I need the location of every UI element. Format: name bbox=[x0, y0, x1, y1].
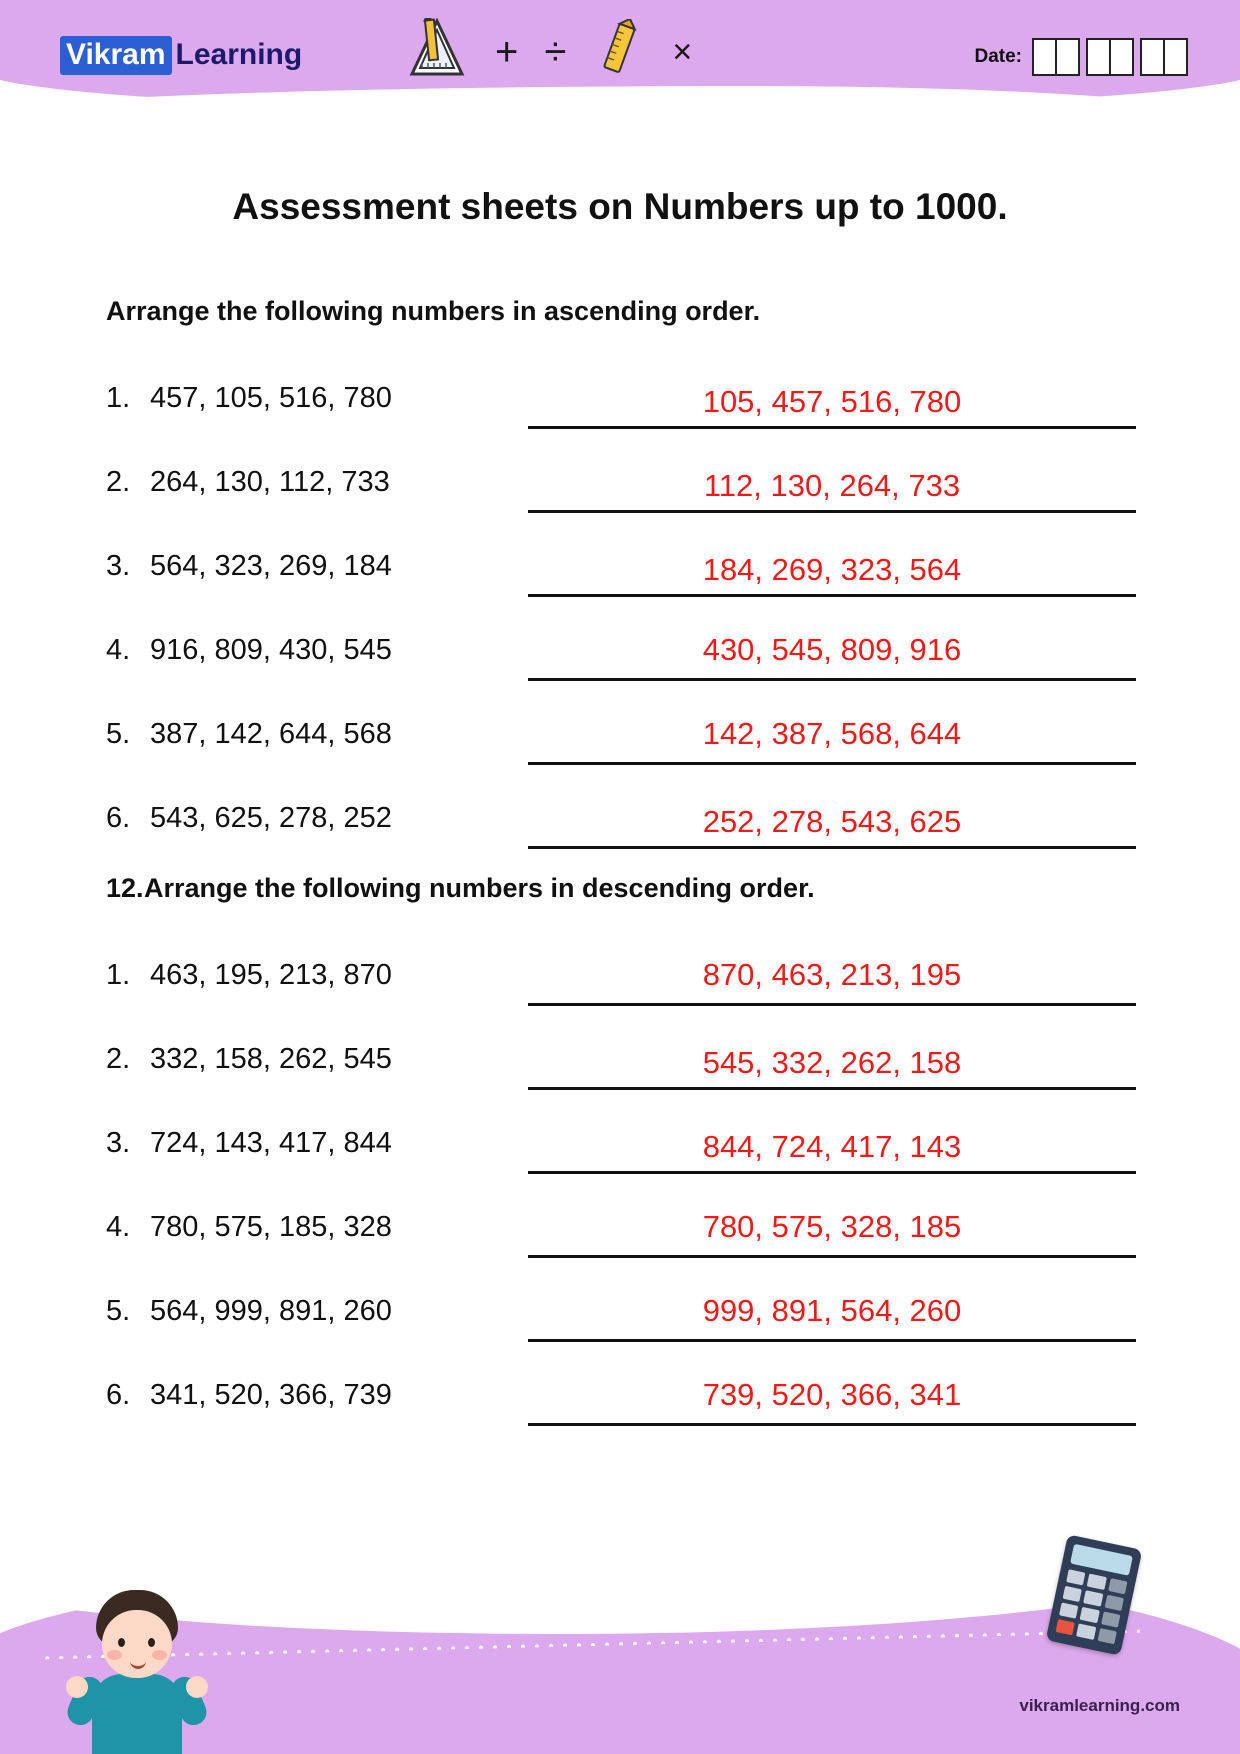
question-number: 1. bbox=[106, 959, 131, 991]
multiply-icon: × bbox=[672, 32, 693, 71]
calculator-key bbox=[1080, 1607, 1100, 1623]
question-row bbox=[106, 513, 1136, 597]
answer-line[interactable]: 112, 130, 264, 733 bbox=[528, 468, 1136, 513]
set-square-icon bbox=[405, 18, 469, 85]
section-heading-ascending: Arrange the following numbers in ascending order. bbox=[106, 296, 761, 326]
question-row bbox=[106, 1090, 1136, 1174]
student-eye-left bbox=[118, 1638, 125, 1647]
question-row bbox=[106, 1006, 1136, 1090]
page-title: Assessment sheets on Numbers up to 1000. bbox=[232, 186, 1008, 227]
student-cheek-left bbox=[107, 1650, 122, 1660]
answer-line[interactable]: 184, 269, 323, 564 bbox=[528, 552, 1136, 597]
calculator-key bbox=[1063, 1586, 1083, 1602]
ruler-icon bbox=[592, 19, 646, 84]
answer-line[interactable]: 252, 278, 543, 625 bbox=[528, 804, 1136, 849]
calculator-key bbox=[1066, 1569, 1086, 1585]
answer-line[interactable]: 870, 463, 213, 195 bbox=[528, 957, 1136, 1006]
question-row bbox=[106, 345, 1136, 429]
calculator-key bbox=[1104, 1595, 1124, 1611]
question-number: 2. bbox=[106, 1043, 131, 1075]
worksheet-content bbox=[106, 296, 1136, 1426]
question-text: 564, 999, 891, 260 bbox=[150, 1295, 392, 1327]
question-text: 543, 625, 278, 252 bbox=[150, 802, 392, 834]
student-eye-right bbox=[148, 1638, 155, 1647]
brand-logo-learning: Learning bbox=[175, 38, 303, 71]
question-number: 4. bbox=[106, 1211, 131, 1243]
question-number: 2. bbox=[106, 466, 131, 498]
question-text: 780, 575, 185, 328 bbox=[150, 1211, 392, 1243]
answer-line[interactable]: 739, 520, 366, 341 bbox=[528, 1377, 1136, 1426]
student-illustration bbox=[72, 1584, 202, 1754]
question-text: 332, 158, 262, 545 bbox=[150, 1043, 392, 1075]
calculator-key-equals bbox=[1056, 1619, 1076, 1635]
question-row bbox=[106, 922, 1136, 1006]
footer-website-url: vikramlearning.com bbox=[1019, 1696, 1180, 1715]
question-row bbox=[106, 1342, 1136, 1426]
section-number: 12. bbox=[106, 873, 144, 903]
math-icons-group bbox=[405, 18, 692, 85]
date-boxes[interactable] bbox=[1032, 38, 1188, 76]
date-cell[interactable] bbox=[1057, 40, 1078, 74]
question-row bbox=[106, 681, 1136, 765]
date-year-boxes[interactable] bbox=[1140, 38, 1188, 76]
question-number: 4. bbox=[106, 634, 131, 666]
student-hand-left bbox=[66, 1676, 88, 1698]
date-cell[interactable] bbox=[1165, 40, 1186, 74]
question-number: 1. bbox=[106, 382, 131, 414]
question-text: 564, 323, 269, 184 bbox=[150, 550, 392, 582]
calculator-key bbox=[1087, 1574, 1107, 1590]
calculator-keys bbox=[1056, 1569, 1128, 1644]
section-heading-descending bbox=[106, 873, 1136, 904]
date-cell[interactable] bbox=[1088, 40, 1111, 74]
question-text: 264, 130, 112, 733 bbox=[150, 466, 390, 498]
date-cell[interactable] bbox=[1111, 40, 1132, 74]
question-row bbox=[106, 1258, 1136, 1342]
question-row bbox=[106, 429, 1136, 513]
question-number: 3. bbox=[106, 550, 131, 582]
question-text: 341, 520, 366, 739 bbox=[150, 1379, 392, 1411]
calculator-key bbox=[1101, 1611, 1121, 1627]
student-body bbox=[92, 1674, 182, 1754]
question-text: 463, 195, 213, 870 bbox=[150, 959, 392, 991]
calculator-key bbox=[1059, 1602, 1079, 1618]
date-month-boxes[interactable] bbox=[1086, 38, 1134, 76]
answer-line[interactable]: 780, 575, 328, 185 bbox=[528, 1209, 1136, 1258]
divide-icon: ÷ bbox=[544, 29, 567, 74]
question-number: 5. bbox=[106, 1295, 131, 1327]
question-number: 6. bbox=[106, 802, 131, 834]
date-cell[interactable] bbox=[1142, 40, 1165, 74]
calculator-key bbox=[1108, 1578, 1128, 1594]
section-spacer bbox=[106, 849, 1136, 873]
answer-line[interactable]: 430, 545, 809, 916 bbox=[528, 632, 1136, 681]
student-cheek-right bbox=[152, 1650, 167, 1660]
answer-line[interactable]: 142, 387, 568, 644 bbox=[528, 716, 1136, 765]
brand-logo bbox=[60, 40, 302, 70]
question-row bbox=[106, 1174, 1136, 1258]
date-label: Date: bbox=[974, 46, 1022, 67]
answer-line[interactable]: 545, 332, 262, 158 bbox=[528, 1045, 1136, 1090]
question-text: 916, 809, 430, 545 bbox=[150, 634, 392, 666]
section-heading-text: Arrange the following numbers in descending order. bbox=[144, 873, 815, 903]
question-row bbox=[106, 597, 1136, 681]
answer-line[interactable]: 999, 891, 564, 260 bbox=[528, 1293, 1136, 1342]
calculator-key bbox=[1083, 1590, 1103, 1606]
date-cell[interactable] bbox=[1034, 40, 1057, 74]
question-number: 3. bbox=[106, 1127, 131, 1159]
question-text: 724, 143, 417, 844 bbox=[150, 1127, 392, 1159]
answer-line[interactable]: 105, 457, 516, 780 bbox=[528, 384, 1136, 429]
answer-line[interactable]: 844, 724, 417, 143 bbox=[528, 1129, 1136, 1174]
question-number: 5. bbox=[106, 718, 131, 750]
plus-icon: + bbox=[495, 29, 519, 74]
question-text: 387, 142, 644, 568 bbox=[150, 718, 392, 750]
question-number: 6. bbox=[106, 1379, 131, 1411]
student-hand-right bbox=[186, 1676, 208, 1698]
date-field bbox=[974, 38, 1188, 76]
brand-logo-vikram: Vikram bbox=[60, 36, 172, 75]
date-day-boxes[interactable] bbox=[1032, 38, 1080, 76]
question-row bbox=[106, 765, 1136, 849]
calculator-key bbox=[1097, 1628, 1117, 1644]
calculator-key bbox=[1076, 1624, 1096, 1640]
question-text: 457, 105, 516, 780 bbox=[150, 382, 392, 414]
